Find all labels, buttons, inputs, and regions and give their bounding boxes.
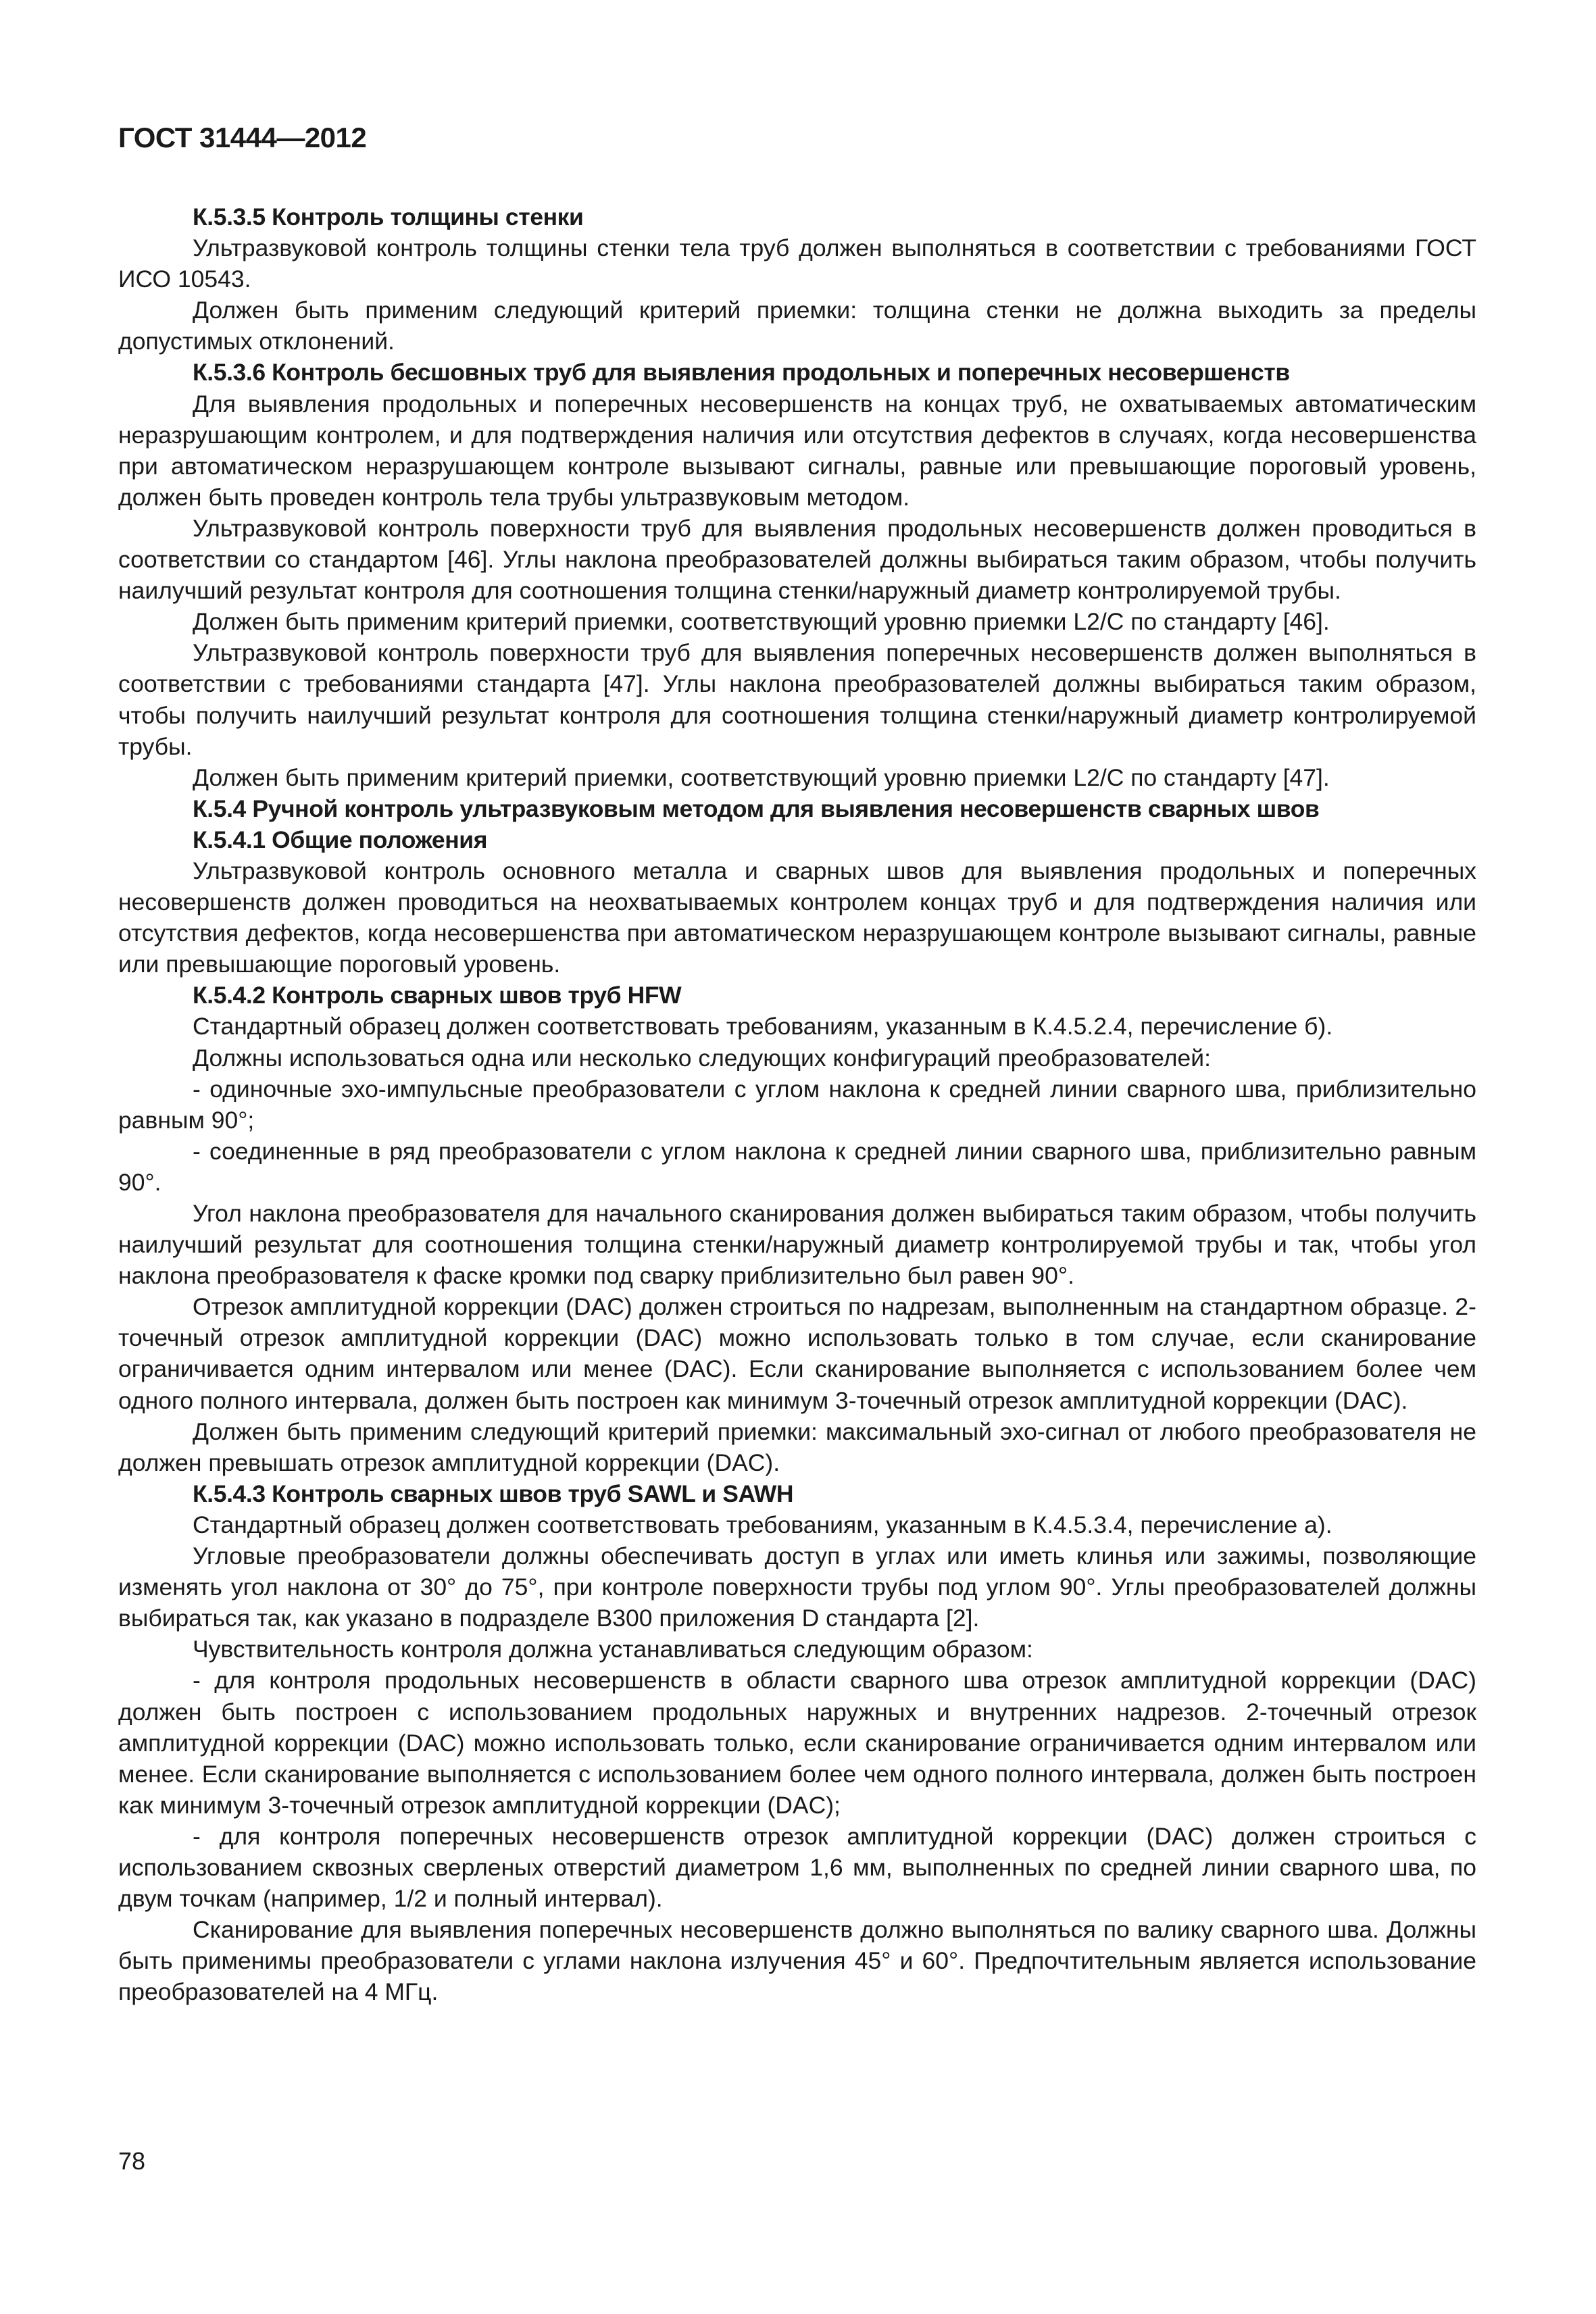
body-paragraph: Ультразвуковой контроль основного металла и сварных швов для выявления продольных и поперечных несовершенств должен проводиться на неохватываемых контролем концах труб и для подтверждения наличия или отсутствия дефектов, когда несовершенства при автоматическом неразрушающем контроле вызывают сигналы, равные или превышающие пороговый уровень. bbox=[118, 857, 1476, 978]
body-paragraph: Стандартный образец должен соответствовать требованиям, указанным в К.4.5.3.4, перечисление а). bbox=[193, 1511, 1332, 1538]
page-number: 78 bbox=[118, 2147, 146, 2175]
section-heading: К.5.3.5 Контроль толщины стенки bbox=[193, 203, 584, 230]
body-paragraph: Для выявления продольных и поперечных несовершенств на концах труб, не охватываемых автоматическим неразрушающим контролем, и для подтверждения наличия или отсутствия дефектов в случаях, когда несовершенства при автоматическом неразрушающем контроле вызывают сигналы, равные или превышающие пороговый уровень, должен быть проведен контроль тела трубы ультразвуковым методом. bbox=[118, 390, 1476, 511]
body-paragraph: Чувствительность контроля должна устанавливаться следующим образом: bbox=[193, 1636, 1033, 1663]
body-paragraph: - одиночные эхо-импульсные преобразователи с углом наклона к средней линии сварного шва, приблизительно равным 90°; bbox=[118, 1075, 1476, 1134]
body-paragraph: - для контроля продольных несовершенств в области сварного шва отрезок амплитудной коррекции (DAC) должен быть построен с использованием продольных наружных и внутренних надрезов. 2-точечный отрезок амплитудной коррекции (DAC) можно использовать только, если сканирование ограничивается одним интервалом или менее. Если сканирование выполняется с использованием более чем одного полного интервала, должен быть построен как минимум 3-точечный отрезок амплитудной коррекции (DAC); bbox=[118, 1667, 1476, 1819]
body-paragraph: Стандартный образец должен соответствовать требованиям, указанным в К.4.5.2.4, перечисление б). bbox=[193, 1013, 1333, 1040]
body-paragraph: Должен быть применим следующий критерий приемки: максимальный эхо-сигнал от любого преобразователя не должен превышать отрезок амплитудной коррекции (DAC). bbox=[118, 1417, 1476, 1476]
body-paragraph: Угол наклона преобразователя для начального сканирования должен выбираться таким образом, чтобы получить наилучший результат для соотношения толщина стенки/наружный диаметр контролируемой трубы и так, чтобы угол наклона преобразователя к фаске кромки под сварку приблизительно был равен 90°. bbox=[118, 1200, 1476, 1290]
body-paragraph: Должен быть применим следующий критерий приемки: толщина стенки не должна выходить за пределы допустимых отклонений. bbox=[118, 297, 1476, 355]
body-paragraph: Сканирование для выявления поперечных несовершенств должно выполняться по валику сварного шва. Должны быть применимы преобразователи с углами наклона излучения 45° и 60°. Предпочтительным является использование преобразователей на 4 МГц. bbox=[118, 1916, 1476, 2006]
section-heading: К.5.4 Ручной контроль ультразвуковым методом для выявления несовершенств сварных швов bbox=[193, 795, 1320, 822]
section-heading: К.5.4.2 Контроль сварных швов труб HFW bbox=[193, 982, 682, 1009]
body-paragraph: Отрезок амплитудной коррекции (DAC) должен строиться по надрезам, выполненным на стандартном образце. 2-точечный отрезок амплитудной коррекции (DAC) можно использовать только в том случае, если сканирование ограничивается одним интервалом или менее (DAC). Если сканирование выполняется с использованием более чем одного полного интервала, должен быть построен как минимум 3-точечный отрезок амплитудной коррекции (DAC). bbox=[118, 1293, 1476, 1414]
body-paragraph: Ультразвуковой контроль толщины стенки тела труб должен выполняться в соответствии с требованиями ГОСТ ИСО 10543. bbox=[118, 234, 1476, 293]
document-body bbox=[118, 201, 1476, 2007]
document-header: ГОСТ 31444—2012 bbox=[118, 122, 367, 153]
body-paragraph: Угловые преобразователи должны обеспечивать доступ в углах или иметь клинья или зажимы, позволяющие изменять угол наклона от 30° до 75°, при контроле поверхности трубы под углом 90°. Углы преобразователей должны выбираться так, как указано в подразделе В300 приложения D стандарта [2]. bbox=[118, 1542, 1476, 1632]
body-paragraph: Ультразвуковой контроль поверхности труб для выявления продольных несовершенств должен проводиться в соответствии со стандартом [46]. Углы наклона преобразователей должны выбираться таким образом, чтобы получить наилучший результат контроля для соотношения толщина стенки/наружный диаметр контролируемой трубы. bbox=[118, 514, 1476, 605]
section-heading: К.5.4.3 Контроль сварных швов труб SAWL и SAWH bbox=[193, 1480, 794, 1507]
body-paragraph: Должен быть применим критерий приемки, соответствующий уровню приемки L2/C по стандарту [47]. bbox=[193, 763, 1330, 791]
section-heading: К.5.3.6 Контроль бесшовных труб для выявления продольных и поперечных несовершенств bbox=[193, 359, 1290, 386]
body-paragraph: Ультразвуковой контроль поверхности труб для выявления поперечных несовершенств должен выполняться в соответствии с требованиями стандарта [47]. Углы наклона преобразователей должны выбираться таким образом, чтобы получить наилучший результат контроля для соотношения толщина стенки/наружный диаметр контролируемой трубы. bbox=[118, 639, 1476, 760]
body-paragraph: Должны использоваться одна или несколько следующих конфигураций преобразователей: bbox=[193, 1044, 1211, 1072]
body-paragraph: Должен быть применим критерий приемки, соответствующий уровню приемки L2/C по стандарту [46]. bbox=[193, 608, 1330, 636]
section-heading: К.5.4.1 Общие положения bbox=[193, 826, 488, 853]
body-paragraph: - для контроля поперечных несовершенств отрезок амплитудной коррекции (DAC) должен строиться с использованием сквозных сверленых отверстий диаметром 1,6 мм, выполненных по средней линии сварного шва, по двум точкам (например, 1/2 и полный интервал). bbox=[118, 1822, 1476, 1913]
body-paragraph: - соединенные в ряд преобразователи с углом наклона к средней линии сварного шва, приблизительно равным 90°. bbox=[118, 1137, 1476, 1196]
